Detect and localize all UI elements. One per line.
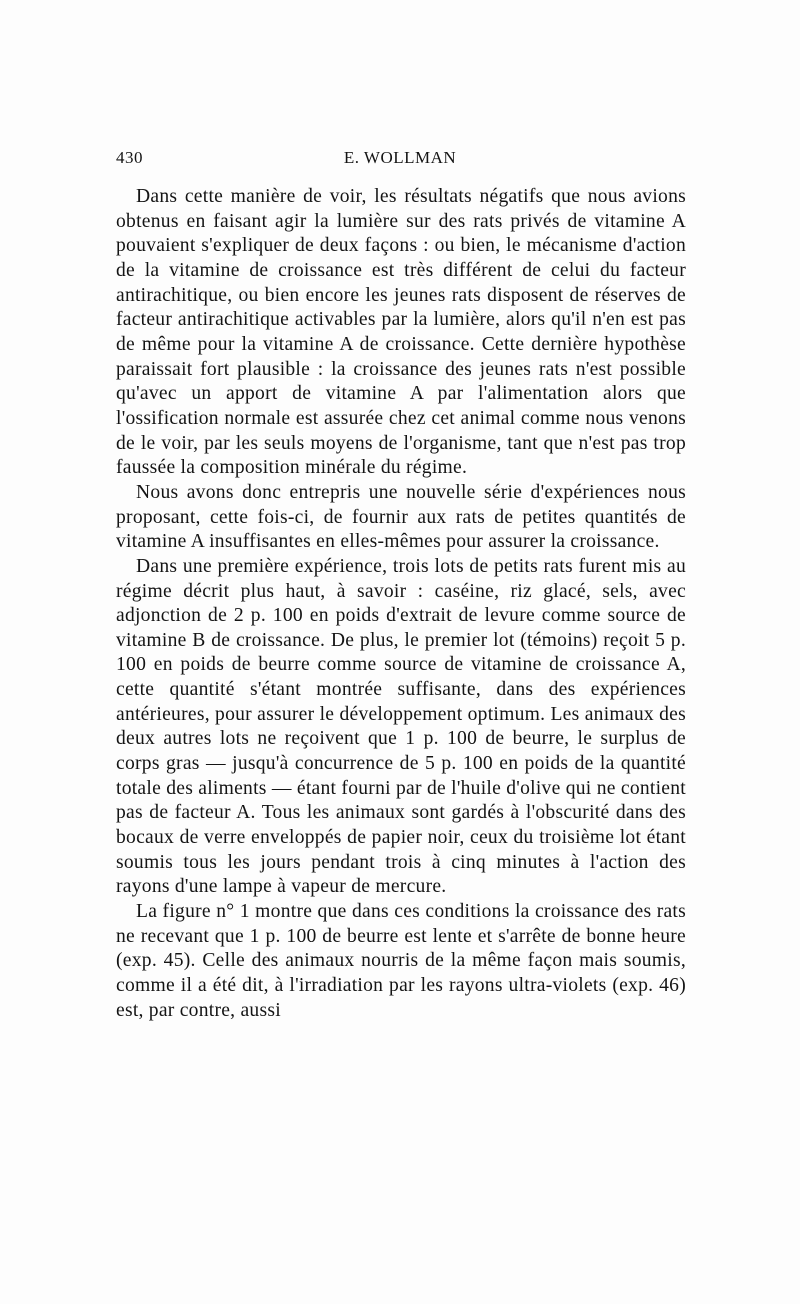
body-text — [116, 185, 686, 1023]
paragraph-3: Dans une première expérience, trois lots de petits rats furent mis au régime décrit plus haut, à savoir : caséine, riz glacé, sels, avec adjonction de 2 p. 100 en poids d'extrait de levure comme source de vitamine B de croissance. De plus, le premier lot (témoins) reçoit 5 p. 100 en poids de beurre comme source de vitamine de croissance A, cette quantité s'étant montrée suffisante, dans des expériences antérieures, pour assurer le développement optimum. Les animaux des deux autres lots ne reçoivent que 1 p. 100 de beurre, le surplus de corps gras — jusqu'à concurrence de 5 p. 100 en poids de la quantité totale des aliments — étant fourni par de l'huile d'olive qui ne contient pas de facteur A. Tous les animaux sont gardés à l'obscurité dans des bocaux de verre enveloppés de papier noir, ceux du troisième lot étant soumis tous les jours pendant trois à cinq minutes à l'action des rayons d'une lampe à vapeur de mercure. — [116, 555, 686, 898]
page-number: 430 — [116, 148, 143, 167]
paragraph-2: Nous avons donc entrepris une nouvelle série d'expériences nous proposant, cette fois-ci, de fournir aux rats de petites quantités de vitamine A insuffisantes en elles-mêmes pour assurer la croissance. — [116, 481, 686, 553]
running-head — [116, 146, 684, 170]
paragraph-4: La figure n° 1 montre que dans ces conditions la croissance des rats ne recevant que 1 p. 100 de beurre est lente et s'arrête de bonne heure (exp. 45). Celle des animaux nourris de la même façon mais soumis, comme il a été dit, à l'irradiation par les rayons ultra-violets (exp. 46) est, par contre, aussi — [116, 901, 686, 1021]
paragraph-1: Dans cette manière de voir, les résultats négatifs que nous avions obtenus en faisant agir la lumière sur des rats privés de vitamine A pouvaient s'expliquer de deux façons : ou bien, le mécanisme d'action de la vitamine de croissance est très différent de celui du facteur antirachitique, ou bien encore les jeunes rats disposent de réserves de facteur antirachitique activables par la lumière, alors qu'il n'en est pas de même pour la vitamine A de croissance. Cette dernière hypothèse paraissait fort plausible : la croissance des jeunes rats n'est possible qu'avec un apport de vitamine A par l'alimentation alors que l'ossification normale est assurée chez cet animal comme nous venons de le voir, par les seuls moyens de l'organisme, tant que n'est pas trop faussée la composition minérale du régime. — [116, 186, 686, 479]
running-head-author: E. WOLLMAN — [343, 148, 457, 167]
